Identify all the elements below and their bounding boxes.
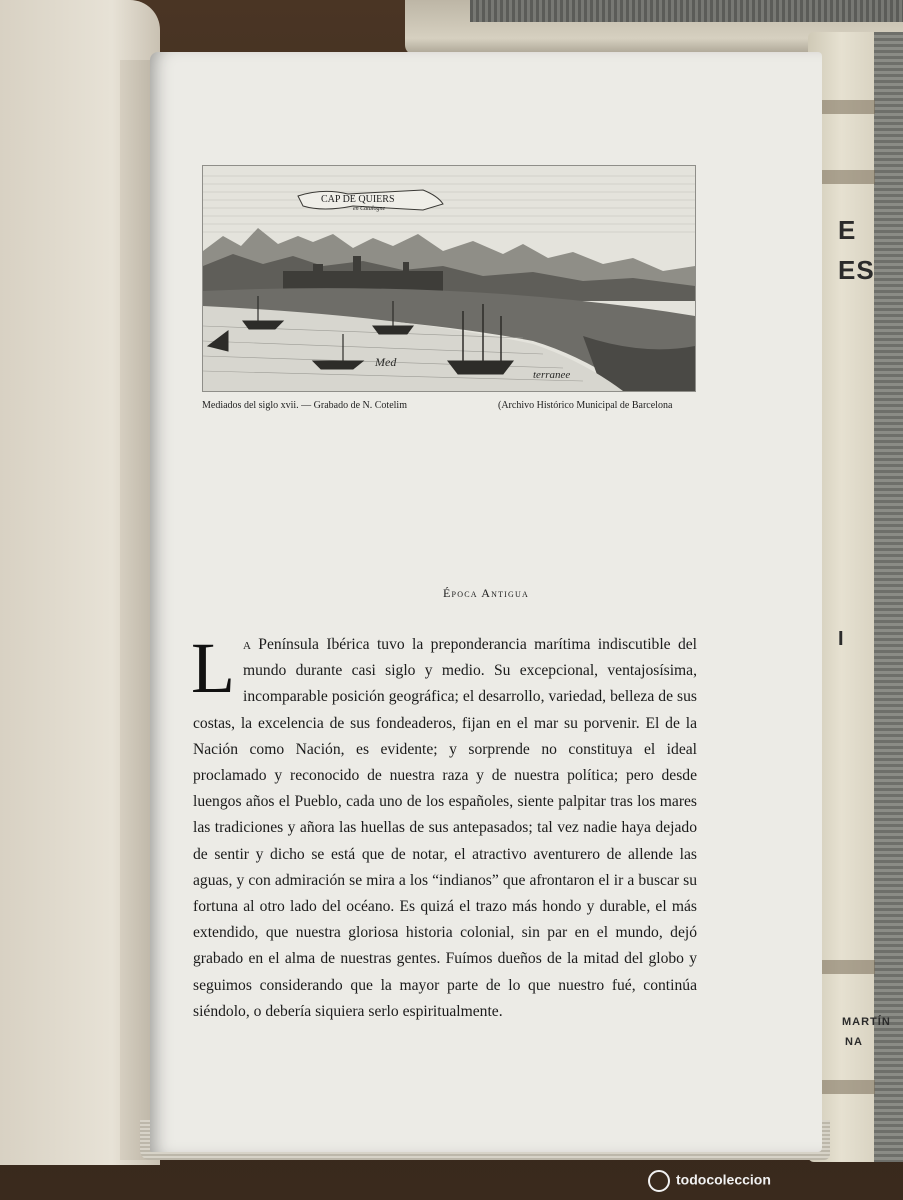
engraving-illustration — [202, 165, 696, 392]
sea-label-right: terranee — [533, 369, 571, 381]
body-paragraph — [191, 628, 697, 1025]
body-text: Península Ibérica tuvo la preponderancia marítima indiscutible del mundo durante casi siglo y medio. Su excepcional, ventajosísima, incomparable posición geográfica; el desarrollo, variedad, belleza de sus costas, la excelencia de sus fondeaderos, fijan en el mar su porvenir. El de la Nación como Nación, es evidente; y sorprende no constituya el ideal proclamado y reconocido de nuestra raza y de nuestra política; pero desde luengos años el Pueblo, cada uno de los españoles, siente palpitar tras los mares las tradiciones y añora las huellas de sus antepasados; tal vez nadie haya dejado de sentir y dicho se está que de notar, el atractivo aventurero de allende las aguas, y con admiración se mira a los “indianos” que afrontaron el ir a buscar su fortuna al otro lado del océano. Es quizá el trazo más hondo y durable, el más extendido, que nuestra gloriosa historia colonial, sin par en el mundo, dejó grabado en el alma de nuestras gentes. Fuímos dueños de la mitad del globo y seguimos considerando que la mayor parte de lo que nuestro fué, continúa siéndolo, o debería siquiera serlo espiritualmente. — [193, 636, 697, 1020]
spine-bottom: NA — [845, 1036, 863, 1048]
engraving-caption: Mediados del siglo xvii. — Grabado de N. Cotelim — [202, 400, 407, 411]
watermark-text: todocoleccion — [676, 1171, 771, 1188]
drop-cap: L — [191, 628, 235, 708]
spine-letter: E — [838, 215, 857, 245]
sea-label-left: Med — [375, 355, 397, 369]
first-word: a — [242, 636, 251, 653]
stacked-book-cover — [470, 0, 903, 22]
harbor-engraving — [203, 166, 695, 391]
spine-letter: ES — [838, 255, 875, 285]
spine-band — [815, 100, 875, 114]
spine-band — [815, 170, 875, 184]
section-heading: Época Antigua — [443, 586, 529, 600]
spine-band — [815, 1080, 875, 1094]
watermark-logo-icon — [648, 1170, 670, 1192]
spine-numeral: I — [838, 628, 845, 650]
book-spine-cover-edge — [874, 32, 903, 1162]
watermark — [648, 1170, 771, 1192]
engraving-source-credit: (Archivo Histórico Municipal de Barcelona — [498, 400, 673, 411]
spine-band — [815, 960, 875, 974]
spine-name: MARTÍN — [842, 1016, 891, 1028]
cartouche-title: CAP DE QUIERS — [321, 194, 395, 205]
cartouche-subtitle: en Catalogne — [353, 206, 386, 212]
